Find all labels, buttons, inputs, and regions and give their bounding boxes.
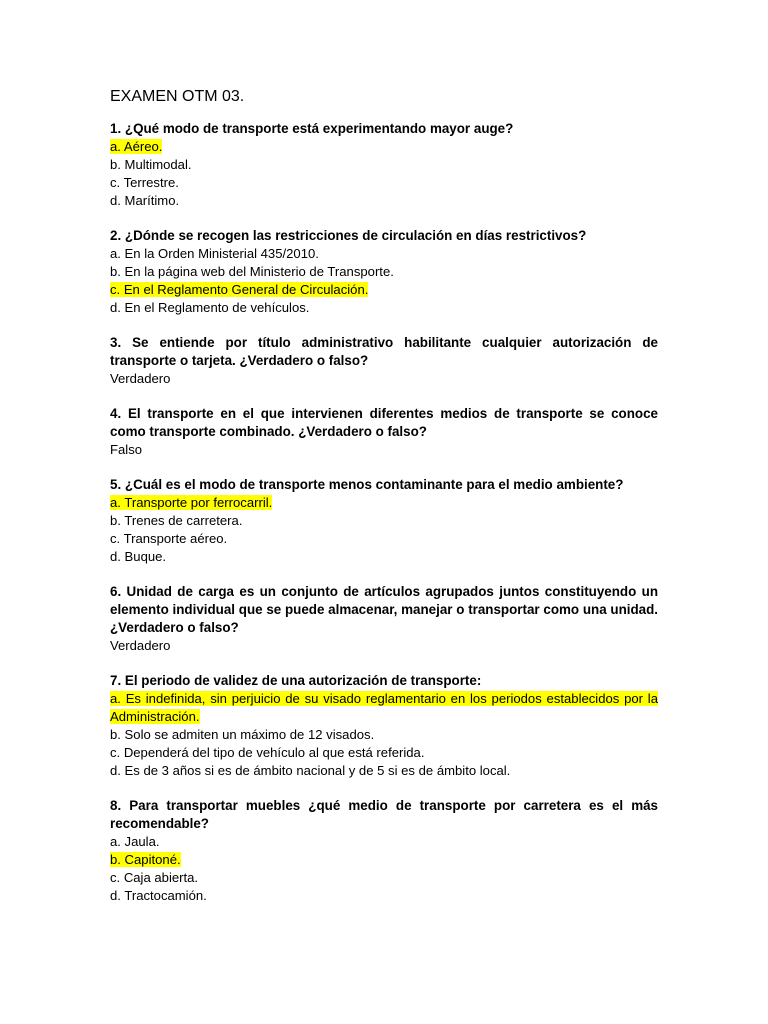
- question-8: [110, 797, 658, 905]
- option-c: c. Terrestre.: [110, 175, 179, 190]
- option-c: c. Transporte aéreo.: [110, 531, 228, 546]
- option-b: [110, 851, 658, 869]
- option-b: b. Trenes de carretera.: [110, 513, 243, 528]
- highlighted-answer: a. Transporte por ferrocarril.: [110, 495, 273, 510]
- question-3: [110, 334, 658, 388]
- option-d: d. Buque.: [110, 549, 167, 564]
- true-false-answer: Falso: [110, 442, 143, 457]
- option-a: [110, 138, 658, 156]
- question-text: 3. Se entiende por título administrativo habilitante cualquier autorización de transporte o tarjeta. ¿Verdadero o falso?: [110, 335, 658, 368]
- question-7: [110, 672, 658, 780]
- true-false-answer: Verdadero: [110, 638, 171, 653]
- highlighted-answer: c. En el Reglamento General de Circulación.: [110, 282, 369, 297]
- exam-title: EXAMEN OTM 03.: [110, 88, 245, 105]
- option-c: c. Dependerá del tipo de vehículo al que está referida.: [110, 745, 425, 760]
- question-text: 7. El periodo de validez de una autorización de transporte:: [110, 673, 482, 688]
- option-a: [110, 494, 658, 512]
- question-text: 6. Unidad de carga es un conjunto de artículos agrupados juntos constituyendo un elemento individual que se puede almacenar, manejar o transportar como una unidad. ¿Verdadero o falso?: [110, 584, 658, 635]
- highlighted-answer: a. Aéreo.: [110, 139, 163, 154]
- option-a: [110, 690, 658, 726]
- option-b: b. Solo se admiten un máximo de 12 visados.: [110, 727, 375, 742]
- option-b: b. En la página web del Ministerio de Transporte.: [110, 264, 394, 279]
- question-text: 4. El transporte en el que intervienen diferentes medios de transporte se conoce como transporte combinado. ¿Verdadero o falso?: [110, 406, 658, 439]
- option-c: [110, 281, 658, 299]
- option-d: d. Tractocamión.: [110, 888, 207, 903]
- highlighted-answer: a. Es indefinida, sin perjuicio de su visado reglamentario en los periodos establecidos por la Administración.: [110, 691, 658, 724]
- option-d: d. Marítimo.: [110, 193, 180, 208]
- exam-document: [110, 86, 658, 922]
- option-d: d. Es de 3 años si es de ámbito nacional y de 5 si es de ámbito local.: [110, 763, 511, 778]
- question-2: [110, 227, 658, 317]
- question-5: [110, 476, 658, 566]
- question-6: [110, 583, 658, 655]
- question-text: 1. ¿Qué modo de transporte está experimentando mayor auge?: [110, 121, 514, 136]
- question-4: [110, 405, 658, 459]
- question-text: 2. ¿Dónde se recogen las restricciones de circulación en días restrictivos?: [110, 228, 587, 243]
- option-a: a. En la Orden Ministerial 435/2010.: [110, 246, 319, 261]
- question-text: 5. ¿Cuál es el modo de transporte menos contaminante para el medio ambiente?: [110, 477, 624, 492]
- question-text: 8. Para transportar muebles ¿qué medio de transporte por carretera es el más recomendable?: [110, 798, 658, 831]
- true-false-answer: Verdadero: [110, 371, 171, 386]
- question-1: [110, 120, 658, 210]
- option-b: b. Multimodal.: [110, 157, 192, 172]
- option-d: d. En el Reglamento de vehículos.: [110, 300, 310, 315]
- highlighted-answer: b. Capitoné.: [110, 852, 181, 867]
- option-a: a. Jaula.: [110, 834, 160, 849]
- option-c: c. Caja abierta.: [110, 870, 199, 885]
